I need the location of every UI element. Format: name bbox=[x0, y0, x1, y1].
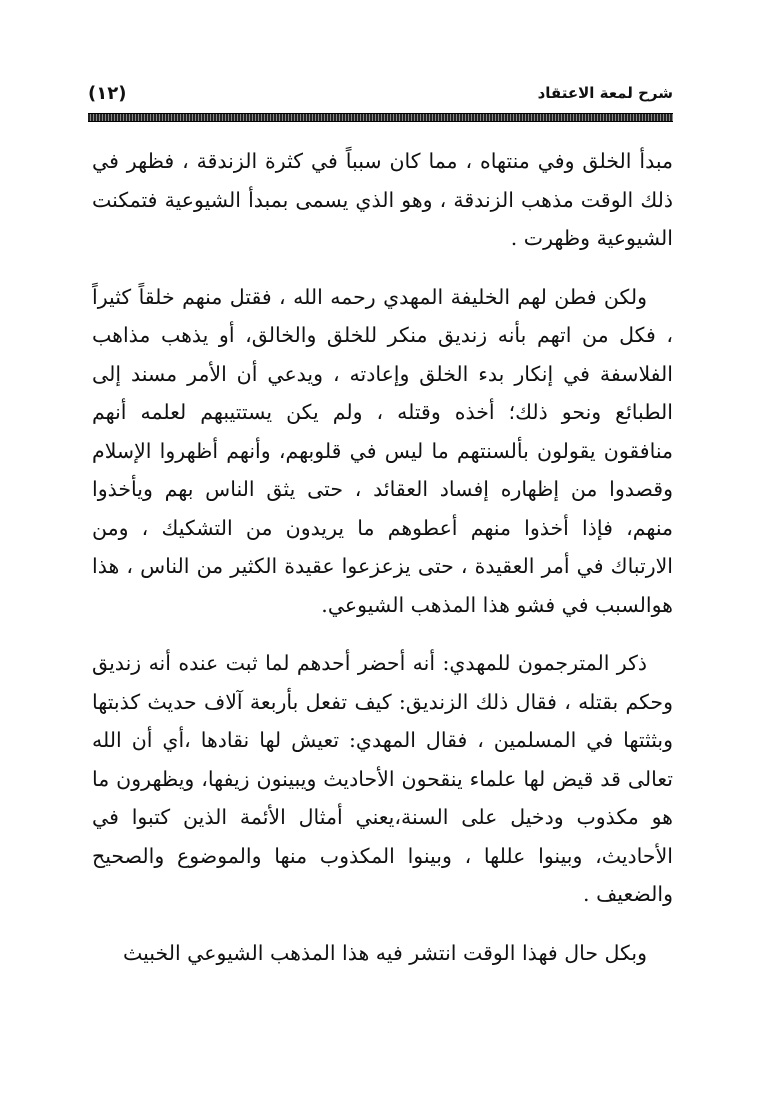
paragraph-2: ولكن فطن لهم الخليفة المهدي رحمه الله ، فقتل منهم خلقاً كثيراً ، فكل من اتهم بأنه زنديق منكر للخلق والخالق، أو يذهب مذاهب الفلاسفة في إنكار بدء الخلق وإعادته ، ويدعي أن الأمر مسند إلى الطبائع ونحو ذلك؛ أخذه وقتله ، ولم يكن يستتيبهم لعلمه أنهم منافقون يقولون بألسنتهم ما ليس في قلوبهم، وأنهم أظهروا الإسلام وقصدوا من إظهاره إفساد العقائد ، حتى يثق الناس بهم ويأخذوا منهم، فإذا أخذوا منهم أعطوهم ما يريدون من التشكيك ، ومن الارتباك في أمر العقيدة ، حتى يزعزعوا عقيدة الكثير من الناس ، هذا هوالسبب في فشو هذا المذهب الشيوعي. bbox=[92, 284, 673, 617]
body-text bbox=[92, 142, 673, 972]
page-number: (١٢) bbox=[88, 82, 127, 104]
book-title: شرح لمعة الاعتقاد bbox=[537, 84, 673, 102]
header-rule bbox=[88, 113, 673, 122]
running-header bbox=[88, 78, 673, 108]
paragraph-4: وبكل حال فهذا الوقت انتشر فيه هذا المذهب الشيوعي الخبيث bbox=[122, 940, 647, 965]
paragraph-1: مبدأ الخلق وفي منتهاه ، مما كان سبباً في كثرة الزندقة ، فظهر في ذلك الوقت مذهب الزندقة ، وهو الذي يسمى بمبدأ الشيوعية فتمكنت الشيوعية وظهرت . bbox=[92, 149, 673, 250]
paragraph-3: ذكر المترجمون للمهدي: أنه أحضر أحدهم لما ثبت عنده أنه زنديق وحكم بقتله ، فقال ذلك الزنديق: كيف تفعل بأربعة آلاف حديث كذبتها وبثثتها في المسلمين ، فقال المهدي: تعيش لها نقادها ،أي أن الله تعالى قد قيض لها علماء ينقحون الأحاديث ويبينون زيفها، ويظهرون ما هو مكذوب ودخيل على السنة،يعني أمثال الأئمة الذين كتبوا في الأحاديث، وبينوا عللها ، وبينوا المكذوب منها والموضوع والصحيح والضعيف . bbox=[92, 651, 673, 906]
